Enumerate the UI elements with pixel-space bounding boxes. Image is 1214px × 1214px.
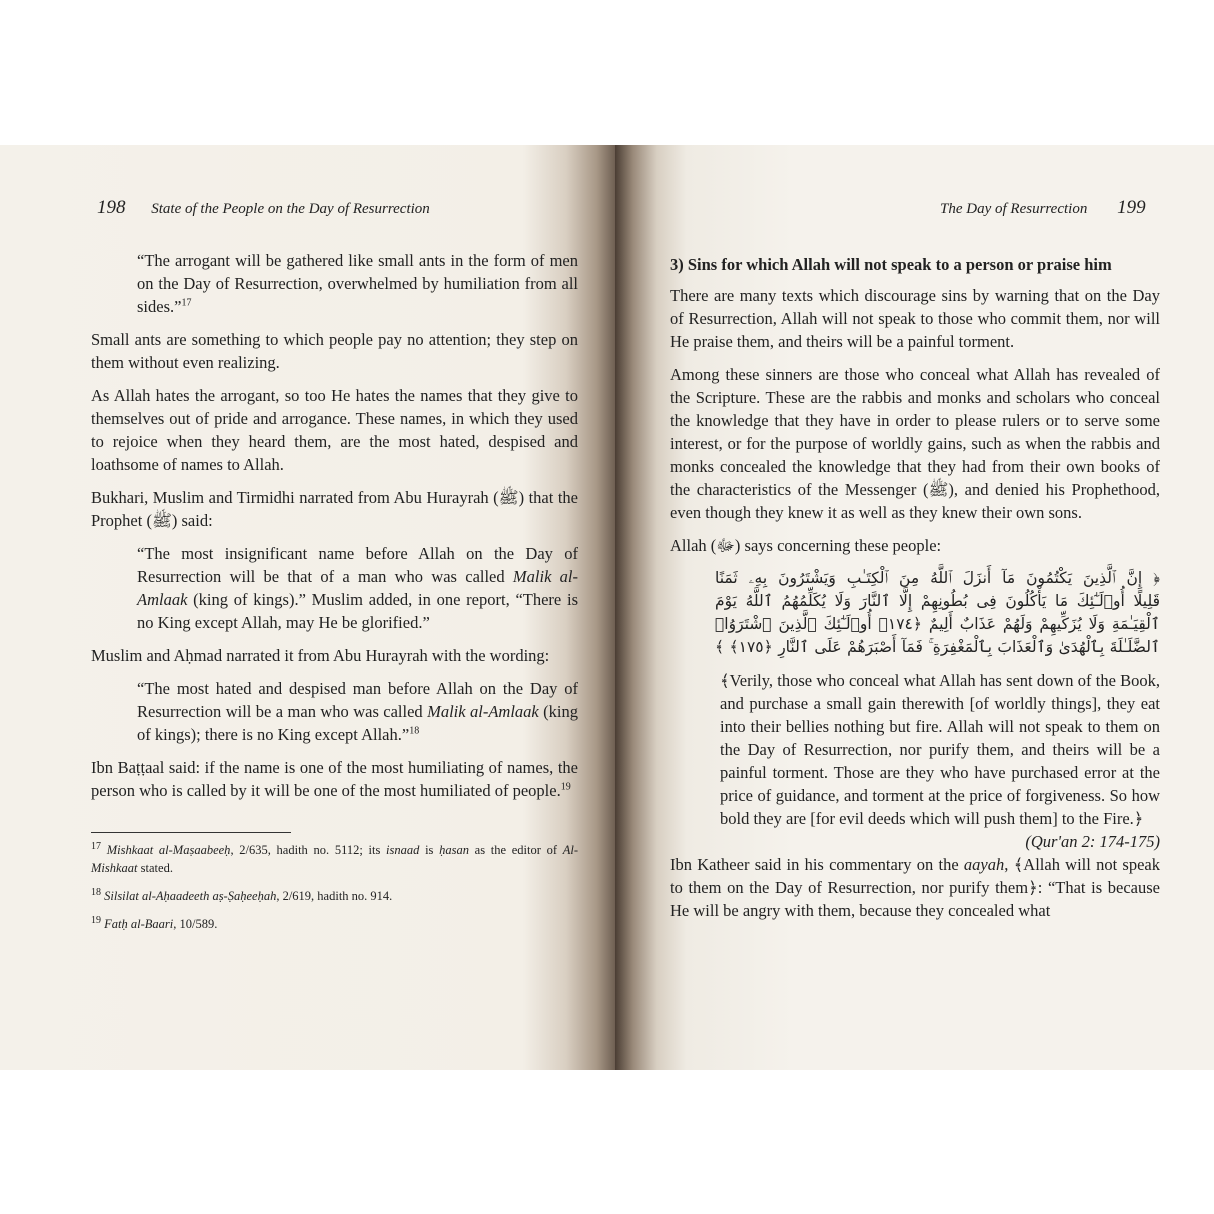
paragraph: Bukhari, Muslim and Tirmidhi narrated from Abu Hurayrah (ﷺ) that the Prophet (ﷺ) said: [91,488,578,530]
footnote: $^{17}$ Mishkaat al-Maṣaabeeḥ, 2/635, hadith no. 5112; its isnaad is ḥasan as the editor of Al-Mishkaat stated. [91,840,578,875]
footnote: $^{18}$ Silsilat al-Aḥaadeeth aṣ-Ṣaḥeeḥah, 2/619, hadith no. 914. [91,886,393,903]
left-body [91,249,578,943]
quote: “The most insignificant name before Allah on the Day of Resurrection will be that of a man who was called Malik al-Amlaak (king of kings).” Muslim added, in one report, “There is no King except Allah, may He be glorified.” [137,544,578,632]
quote: “The arrogant will be gathered like small ants in the form of men on the Day of Resurrection, overwhelmed by humiliation from all sides.”$^{17}$ [137,251,578,316]
running-header [940,197,1146,219]
quran-verse-arabic: ﴿ إِنَّ ٱلَّذِينَ يَكْتُمُونَ مَآ أَنزَلَ ٱللَّهُ مِنَ ٱلْكِتَـٰبِ وَيَشْتَرُونَ بِهِۦ ثَمَنًا قَلِيلًا أُو۟لَـٰٓئِكَ مَا يَأْكُلُونَ فِى بُطُونِهِمْ إِلَّا ٱلنَّارَ وَلَا يُكَلِّمُهُمُ ٱللَّهُ يَوْمَ ٱلْقِيَـٰمَةِ وَلَا يُزَكِّيهِمْ وَلَهُمْ عَذَابٌ أَلِيمٌ ﴿١٧٤﴾ أُو۟لَـٰٓئِكَ ٱلَّذِينَ ٱشْتَرَوُا۟ ٱلضَّلَـٰلَةَ بِٱلْهُدَىٰ وَٱلْعَذَابَ بِٱلْمَغْفِرَةِ ۚ فَمَآ أَصْبَرَهُمْ عَلَى ٱلنَّارِ ﴿١٧٥﴾ ﴾ [715,569,1161,656]
paragraph: There are many texts which discourage sins by warning that on the Day of Resurrection, Allah will not speak to those who commit them, nor will He praise them, and theirs will be a painful torment. [670,286,1160,351]
paragraph: Muslim and Aḥmad narrated it from Abu Hurayrah with the wording: [91,646,550,665]
right-page [615,145,1214,1070]
open-book [0,145,1214,1070]
right-body [670,253,1160,932]
footnote-divider [91,832,291,833]
running-head-title: State of the People on the Day of Resurrection [151,201,430,217]
running-header [97,197,430,219]
verse-translation: ﴾Verily, those who conceal what Allah has sent down of the Book, and purchase a small gain therewith [of worldly things], they eat into their bellies nothing but fire. Allah will not speak to them on the Day of Resurrection, nor purify them, and theirs will be a painful torment. Those are they who have purchased error at the price of guidance, and torment at the price of forgiveness. So how bold they are [for evil deeds which will push them] to the Fire.﴿ (Qur'an 2: 174-175) [720,671,1160,851]
paragraph: Ibn Katheer said in his commentary on the aayah, ﴾Allah will not speak to them on the Day of Resurrection, nor purify them﴿: “That is because He will be angry with them, because they concealed what [670,855,1160,920]
page-number: 199 [1117,197,1146,218]
paragraph: Among these sinners are those who conceal what Allah has revealed of the Scripture. These are the rabbis and monks and scholars who conceal the knowledge that they have in order to please rulers or to serve some interest, or for the purpose of worldly gains, such as when the rabbis and monks concealed the knowledge that they had from their own books of the characteristics of the Messenger (ﷺ), and denied his Prophethood, even though they knew it as well as they knew their own sons. [670,365,1160,522]
footnote: $^{19}$ Fatḥ al-Baari, 10/589. [91,914,218,931]
paragraph: Ibn Baṭṭaal said: if the name is one of the most humiliating of names, the person who is called by it will be one of the most humiliated of people.$^{19}$ [91,758,578,800]
running-head-title: The Day of Resurrection [940,201,1088,217]
quote: “The most hated and despised man before Allah on the Day of Resurrection will be a man who was called Malik al-Amlaak (king of kings); there is no King except Allah.”$^{18}$ [137,679,578,744]
left-page [0,145,615,1070]
page-number: 198 [97,197,126,218]
section-heading: 3) Sins for which Allah will not speak to a person or praise him [670,255,1112,274]
paragraph: Allah (ﷻ) says concerning these people: [670,536,942,555]
paragraph: As Allah hates the arrogant, so too He hates the names that they give to themselves out of pride and arrogance. These names, in which they used to rejoice when they heard them, are the most hated, despised and loathsome of names to Allah. [91,386,578,474]
paragraph: Small ants are something to which people pay no attention; they step on them without even realizing. [91,330,578,372]
